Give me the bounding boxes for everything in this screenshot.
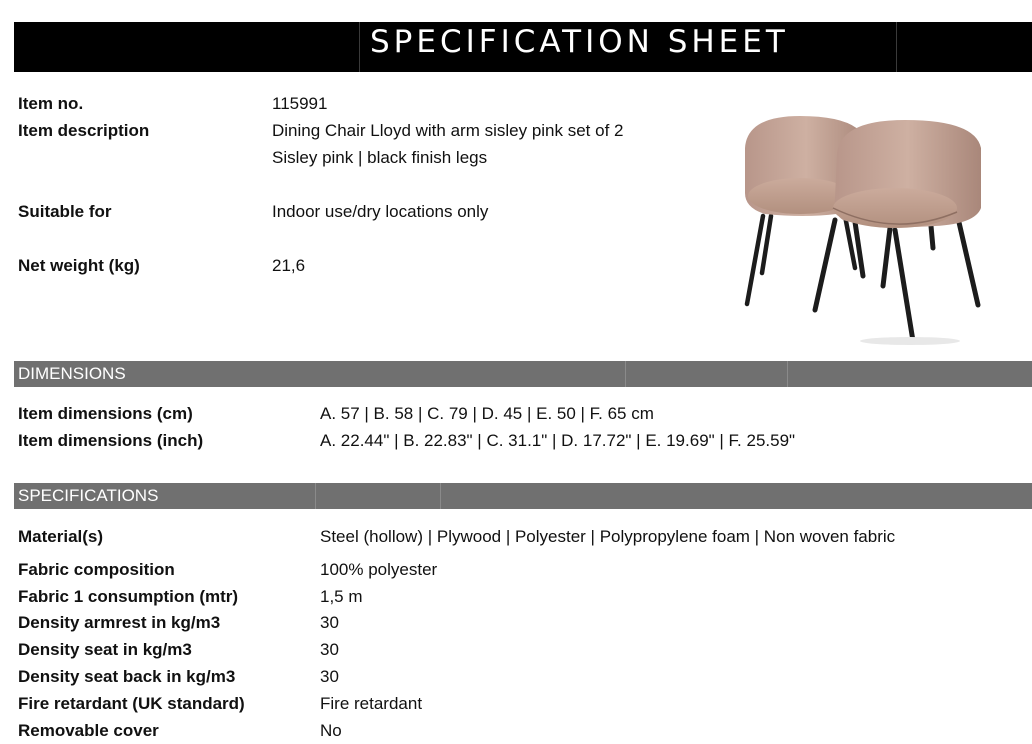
- spec-label: Removable cover: [18, 721, 159, 740]
- item-description-label: Item description: [18, 121, 150, 140]
- title-divider: [896, 22, 897, 72]
- item-description-line1: Dining Chair Lloyd with arm sisley pink set of 2: [272, 121, 624, 140]
- section-divider: [315, 483, 316, 509]
- section-divider: [787, 361, 788, 387]
- spec-label: Density seat back in kg/m3: [18, 667, 236, 686]
- spec-value: No: [320, 721, 342, 740]
- spec-label: Fire retardant (UK standard): [18, 694, 245, 713]
- specifications-title: SPECIFICATIONS: [18, 486, 159, 505]
- page-title: SPECIFICATION SHEET: [370, 24, 789, 60]
- front-chair-legs: [815, 218, 978, 341]
- suitable-for-value: Indoor use/dry locations only: [272, 202, 489, 221]
- spec-label: Fabric composition: [18, 560, 175, 579]
- item-no-value: 115991: [272, 94, 328, 113]
- dimensions-inch-label: Item dimensions (inch): [18, 431, 204, 450]
- item-description-line2: Sisley pink | black finish legs: [272, 148, 488, 167]
- dimensions-inch-value: A. 22.44" | B. 22.83" | C. 31.1" | D. 17.72" | E. 19.69" | F. 25.59": [320, 431, 796, 450]
- spec-label: Density armrest in kg/m3: [18, 613, 221, 632]
- spec-label: Material(s): [18, 527, 104, 546]
- net-weight-value: 21,6: [272, 256, 306, 275]
- section-divider: [625, 361, 626, 387]
- spec-value: 1,5 m: [320, 587, 363, 606]
- dimensions-cm-label: Item dimensions (cm): [18, 404, 193, 423]
- floor-shadow: [860, 337, 960, 345]
- section-divider: [440, 483, 441, 509]
- dining-chair-pair-image: [735, 108, 995, 348]
- spec-label: Fabric 1 consumption (mtr): [18, 587, 239, 606]
- front-chair-body: [833, 120, 981, 228]
- spec-value: 30: [320, 613, 339, 632]
- suitable-for-label: Suitable for: [18, 202, 112, 221]
- spec-value: 30: [320, 640, 339, 659]
- dimensions-section-header: [14, 361, 1032, 387]
- dimensions-cm-value: A. 57 | B. 58 | C. 79 | D. 45 | E. 50 | F. 65 cm: [320, 404, 654, 423]
- item-no-label: Item no.: [18, 94, 84, 113]
- spec-value: 30: [320, 667, 339, 686]
- title-divider: [359, 22, 360, 72]
- spec-value: Fire retardant: [320, 694, 423, 713]
- net-weight-label: Net weight (kg): [18, 256, 140, 275]
- dimensions-title: DIMENSIONS: [18, 364, 126, 383]
- specifications-section-header: [14, 483, 1032, 509]
- spec-label: Density seat in kg/m3: [18, 640, 192, 659]
- spec-value: Steel (hollow) | Plywood | Polyester | Polypropylene foam | Non woven fabric: [320, 527, 896, 546]
- back-chair-legs: [747, 216, 855, 304]
- spec-value: 100% polyester: [320, 560, 438, 579]
